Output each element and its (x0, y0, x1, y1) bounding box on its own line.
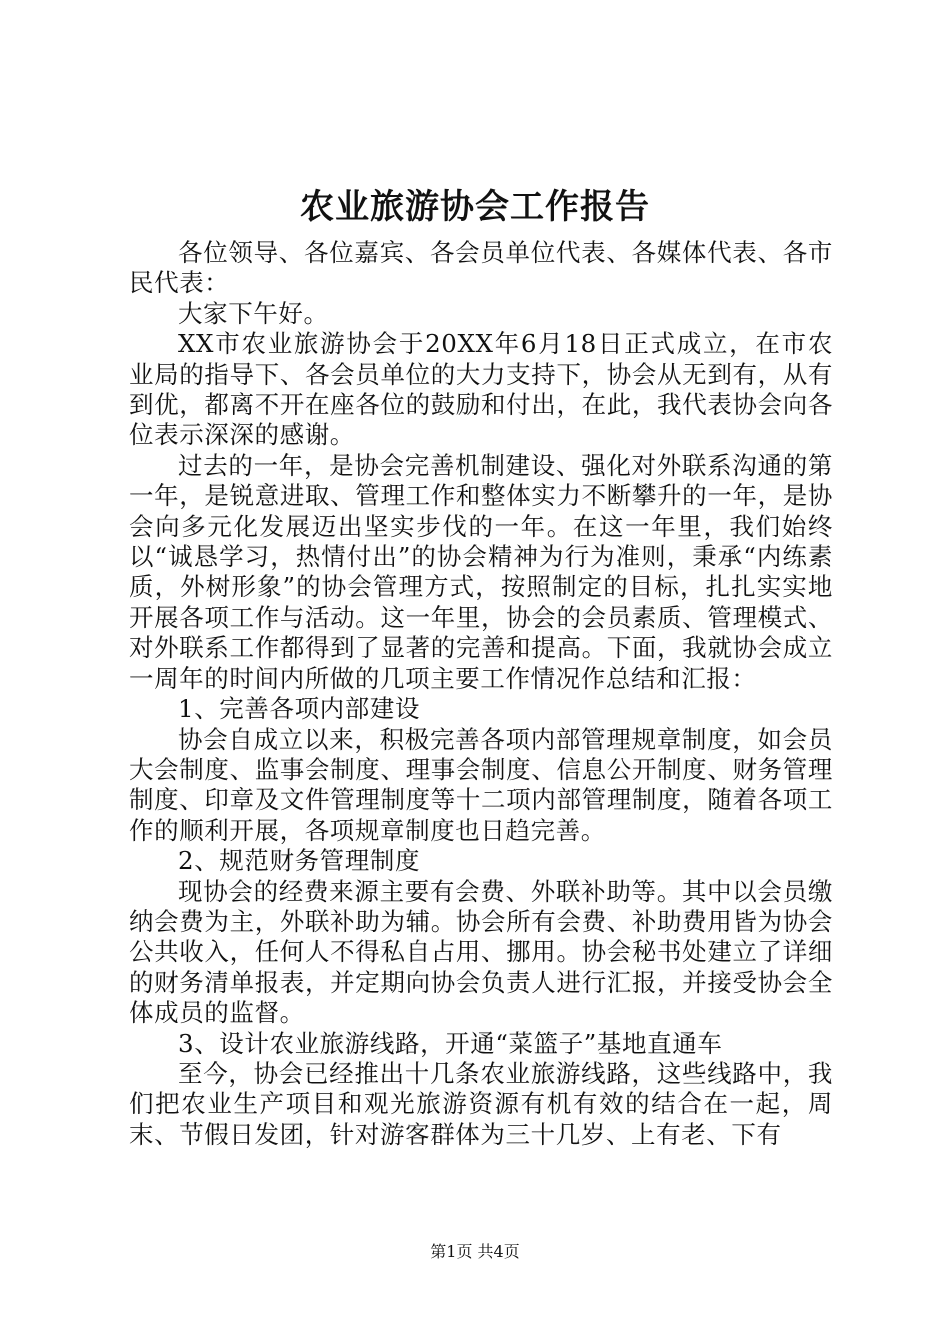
document-title: 农业旅游协会工作报告 (300, 187, 650, 227)
section-heading-3: 3、设计农业旅游线路，开通“菜篮子”基地直通车 (178, 1028, 723, 1058)
paragraph-greeting: 大家下午好。 (178, 298, 329, 328)
paragraph-review: 过去的一年，是协会完善机制建设、强化对外联系沟通的第一年，是锐意进取、管理工作和整体实力不断攀升的一年，是协会向多元化发展迈出坚实步伐的一年。在这一年里，我们始终以“诚恳学习，热情付出”的协会精神为行为准则，秉承“内练素质，外树形象”的协会管理方式，按照制定的目标，扎扎实实地开展各项工作与活动。这一年里，协会的会员素质、管理模式、对外联系工作都得到了显著的完善和提高。下面，我就协会成立一周年的时间内所做的几项主要工作情况作总结和汇报： (129, 450, 833, 693)
paragraph-internal-rules: 协会自成立以来，积极完善各项内部管理规章制度，如会员大会制度、监事会制度、理事会制度、信息公开制度、财务管理制度、印章及文件管理制度等十二项内部管理制度，随着各项工作的顺利开展，各项规章制度也日趋完善。 (129, 724, 833, 845)
paragraph-routes: 至今，协会已经推出十几条农业旅游线路，这些线路中，我们把农业生产项目和观光旅游资源有机有效的结合在一起，周末、节假日发团，针对游客群体为三十几岁、上有老、下有 (129, 1058, 833, 1149)
page-footer: 第1页 共4页 (430, 1242, 520, 1261)
paragraph-salutation: 各位领导、各位嘉宾、各会员单位代表、各媒体代表、各市民代表： (129, 238, 833, 298)
section-heading-1: 1、完善各项内部建设 (178, 694, 421, 724)
paragraph-founding: XX市农业旅游协会于20XX年6月18日正式成立，在市农业局的指导下、各会员单位的大力支持下，协会从无到有，从有到优，都离不开在座各位的鼓励和付出，在此，我代表协会向各位表示深深的感谢。 (129, 329, 833, 450)
paragraph-finance: 现协会的经费来源主要有会费、外联补助等。其中以会员缴纳会费为主，外联补助为辅。协会所有会费、补助费用皆为协会公共收入，任何人不得私自占用、挪用。协会秘书处建立了详细的财务清单报表，并定期向协会负责人进行汇报，并接受协会全体成员的监督。 (129, 876, 833, 1028)
document-body (129, 238, 833, 1150)
section-heading-2: 2、规范财务管理制度 (178, 846, 421, 876)
